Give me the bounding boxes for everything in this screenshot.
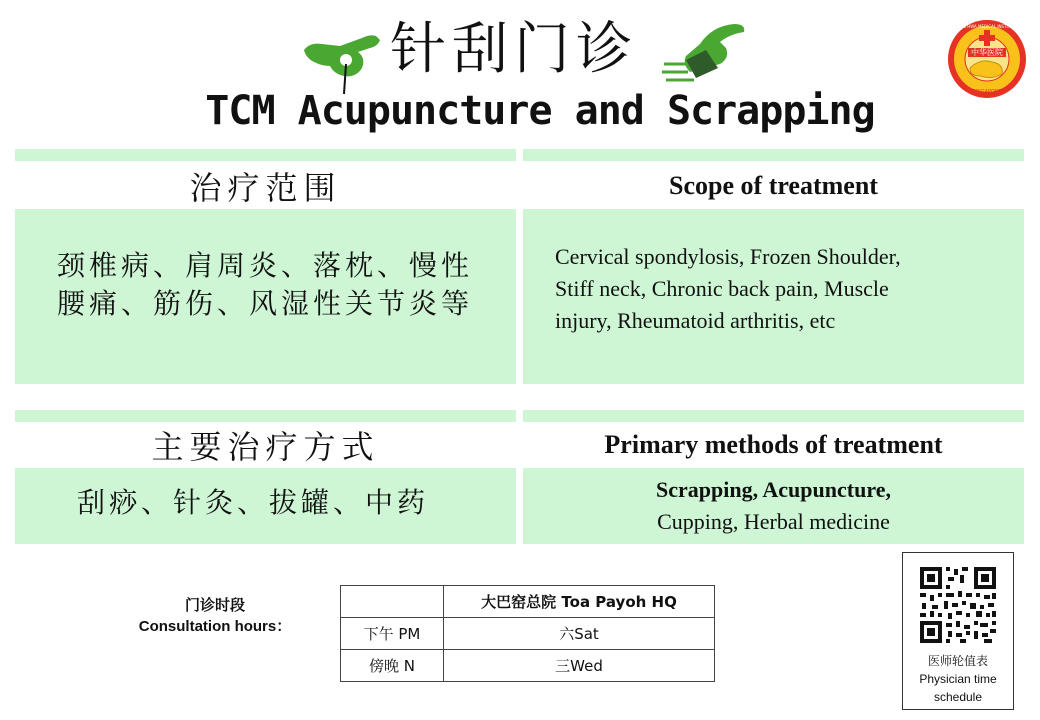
- hospital-logo: [946, 18, 1028, 100]
- logo-top-text: CHUNG HWA MEDICAL INSTITUTION: [951, 24, 1023, 29]
- methods-heading-en: Primary methods of treatment: [604, 430, 943, 459]
- scope-heading-en: Scope of treatment: [669, 171, 878, 200]
- table-corner-cell: [341, 586, 444, 618]
- scope-body-cn-line2: 腰痛、筋伤、风湿性关节炎等: [57, 287, 474, 320]
- scope-heading-cn: 治疗范围: [189, 169, 342, 207]
- scope-cn-panel: [15, 209, 516, 384]
- methods-en-top-strip: [523, 410, 1024, 422]
- consultation-hours-label: [120, 594, 310, 638]
- scope-en-heading-cell: [523, 163, 1024, 209]
- qr-caption-cn: 医师轮值表: [927, 654, 988, 668]
- methods-cn-top-strip: [15, 410, 516, 422]
- consultation-hours-label-en: Consultation hours：: [138, 618, 292, 635]
- scraping-tool-icon: [660, 20, 752, 88]
- scope-en-top-strip: [523, 149, 1024, 161]
- methods-cn-panel: [15, 468, 516, 544]
- page-title-english: TCM Acupuncture and Scrapping: [205, 88, 875, 134]
- qr-caption-en-line1: Physician time: [919, 672, 997, 686]
- acupuncture-hand-icon: [300, 24, 384, 96]
- methods-body-cn: 刮痧、针灸、拔罐、中药: [77, 486, 430, 519]
- table-header-row: [341, 586, 715, 618]
- qr-code-icon[interactable]: [918, 565, 998, 645]
- page-title-chinese: 针刮门诊: [390, 17, 638, 82]
- logo-cn-text: 中华医院: [971, 48, 1003, 57]
- consultation-hours-table: [340, 585, 715, 682]
- scope-body-en-line2: Stiff neck, Chronic back pain, Muscle: [555, 276, 889, 301]
- period-cell: 下午 PM: [341, 618, 444, 650]
- day-cell: 三Wed: [444, 650, 715, 682]
- methods-en-panel: [523, 468, 1024, 544]
- scope-body-en-line1: Cervical spondylosis, Frozen Shoulder,: [555, 244, 901, 269]
- period-cell: 傍晚 N: [341, 650, 444, 682]
- scope-body-cn-line1: 颈椎病、肩周炎、落枕、慢性: [57, 249, 474, 282]
- methods-heading-cn: 主要治疗方式: [151, 428, 380, 466]
- day-cell: 六Sat: [444, 618, 715, 650]
- qr-caption-en-line2: schedule: [933, 690, 983, 704]
- table-row: [341, 618, 715, 650]
- scope-en-panel: [523, 209, 1024, 384]
- column-header-toa-payoh: 大巴窑总院 Toa Payoh HQ: [444, 586, 715, 618]
- scope-body-en-line3: injury, Rheumatoid arthritis, etc: [555, 308, 836, 333]
- scope-cn-heading-cell: [15, 163, 516, 209]
- methods-body-en-line2: Cupping, Herbal medicine: [657, 509, 890, 534]
- methods-en-heading-cell: [523, 422, 1024, 468]
- table-row: [341, 650, 715, 682]
- methods-body-en-line1: Scrapping, Acupuncture,: [656, 477, 891, 502]
- scope-cn-top-strip: [15, 149, 516, 161]
- qr-code-box[interactable]: [902, 552, 1014, 710]
- methods-cn-heading-cell: [15, 422, 516, 468]
- consultation-hours-label-cn: 门诊时段: [184, 596, 245, 614]
- logo-bottom-text: SINGAPORE: [972, 89, 1002, 95]
